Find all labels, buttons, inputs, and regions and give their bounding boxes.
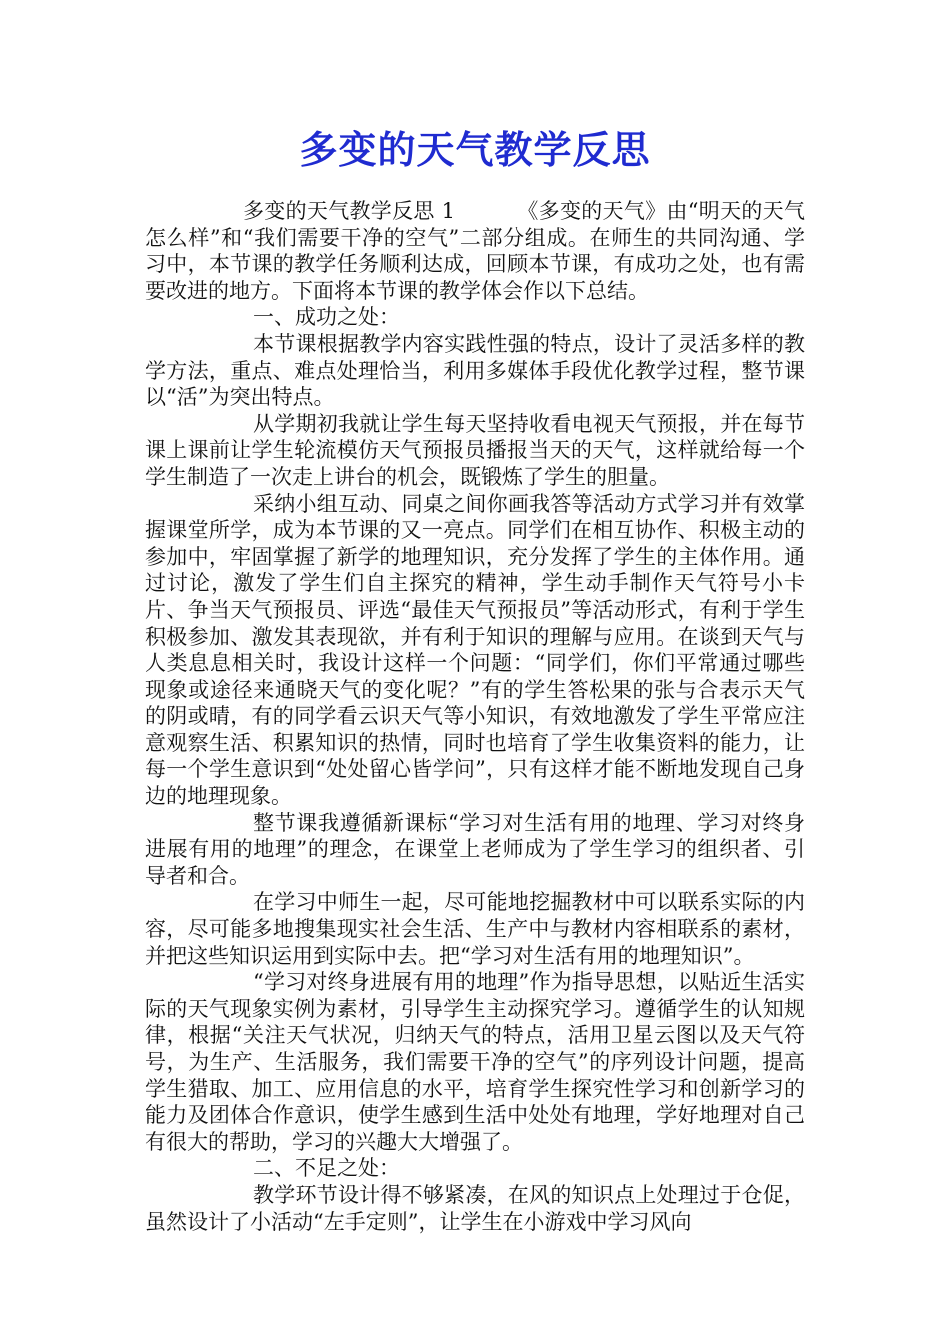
intro-paragraph	[145, 198, 805, 304]
shortcomings-paragraph-1: 教学环节设计得不够紧凑，在风的知识点上处理过于仓促，虽然设计了小活动“左手定则”，让学生在小游戏中学习风向	[145, 1182, 805, 1234]
success-paragraph-1: 本节课根据教学内容实践性强的特点，设计了灵活多样的教学方法，重点、难点处理恰当，利用多媒体手段优化教学过程，整节课以“活”为突出特点。	[145, 331, 805, 410]
section-heading-success: 一、成功之处：	[253, 305, 400, 330]
success-paragraph-2: 从学期初我就让学生每天坚持收看电视天气预报，并在每节课上课前让学生轮流模仿天气预报员播报当天的天气，这样就给每一个学生制造了一次走上讲台的机会，既锻炼了学生的胆量。	[145, 411, 805, 489]
section-heading-shortcomings: 二、不足之处：	[253, 1156, 400, 1181]
success-paragraph-3: 采纳小组互动、同桌之间你画我答等活动方式学习并有效掌握课堂所学，成为本节课的又一亮点。同学们在相互协作、积极主动的参加中，牢固掌握了新学的地理知识，充分发挥了学生的主体作用。通过讨论，激发了学生们自主探究的精神，学生动手制作天气符号小卡片、争当天气预报员、评选“最佳天气预报员”等活动形式，有利于学生积极参加、激发其表现欲，并有利于知识的理解与应用。在谈到天气与人类息息相关时，我设计这样一个问题：“同学们，你们平常通过哪些现象或途径来通晓天气的变化呢？”有的学生答松果的张与合表示天气的阴或晴，有的同学看云识天气等小知识，有效地激发了学生平常应注意观察生活、积累知识的热情，同时也培育了学生收集资料的能力，让每一个学生意识到“处处留心皆学问”，只有这样才能不断地发现自己身边的地理现象。	[145, 491, 805, 809]
intro-text: 《多变的天气》由“明天的天气怎么样”和“我们需要干净的空气”二部分组成。在师生的共同沟通、学习中，本节课的教学任务顺利达成，回顾本节课，有成功之处，也有需要改进的地方。下面将本节课的教学体会作以下总结。	[145, 199, 805, 303]
success-paragraph-6: “学习对终身进展有用的地理”作为指导思想，以贴近生活实际的天气现象实例为素材，引导学生主动探究学习。遵循学生的认知规律，根据“关注天气状况，归纳天气的特点，活用卫星云图以及天气符号，为生产、生活服务，我们需要干净的空气”的序列设计问题，提高学生猎取、加工、应用信息的水平，培育学生探究性学习和创新学习的能力及团体合作意识，使学生感到生活中处处有地理，学好地理对自己有很大的帮助，学习的兴趣大大增强了。	[145, 970, 805, 1154]
success-paragraph-4: 整节课我遵循新课标“学习对生活有用的地理、学习对终身进展有用的地理”的理念，在课堂上老师成为了学生学习的组织者、引导者和合。	[145, 810, 805, 888]
document-body	[145, 198, 805, 1235]
intro-heading: 多变的天气教学反思 1	[243, 199, 456, 223]
success-paragraph-5: 在学习中师生一起，尽可能地挖掘教材中可以联系实际的内容，尽可能多地搜集现实社会生活、生产中与教材内容相联系的素材，并把这些知识运用到实际中去。把“学习对生活有用的地理知识”。	[145, 890, 805, 968]
document-title: 多变的天气教学反思	[299, 127, 651, 172]
